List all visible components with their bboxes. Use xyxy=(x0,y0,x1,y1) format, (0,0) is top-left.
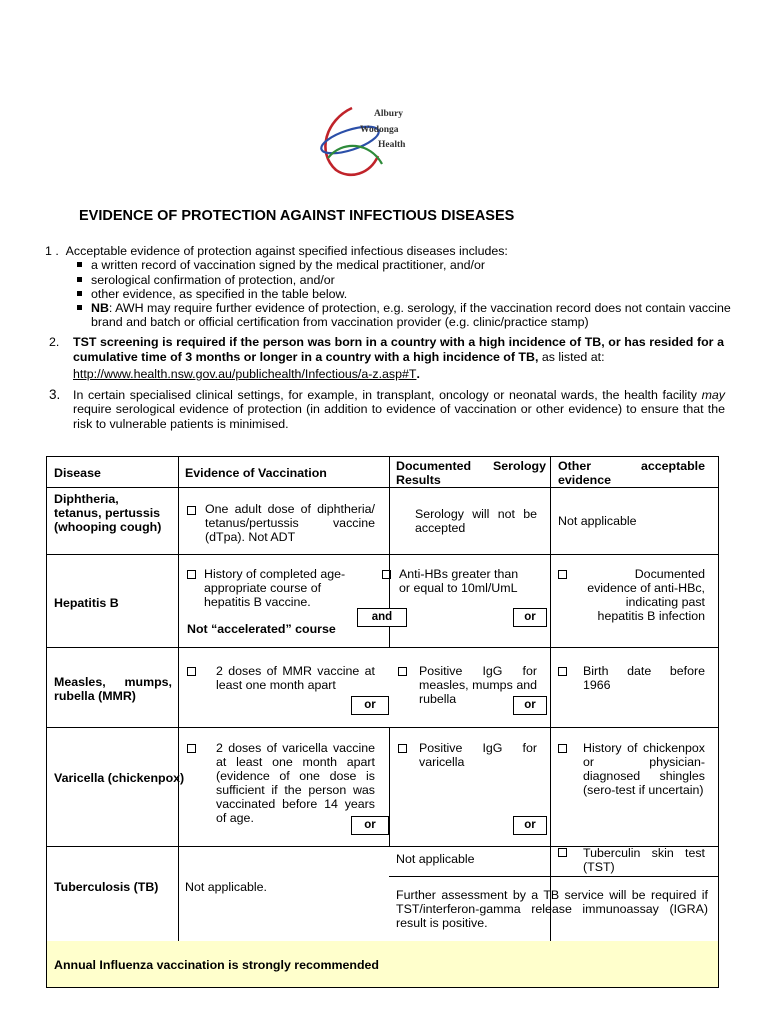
section-1-list xyxy=(45,258,735,329)
or-connector: or xyxy=(351,696,389,715)
other-tb: Tuberculin skin test (TST) xyxy=(583,846,705,874)
header-vaccination: Evidence of Vaccination xyxy=(185,466,327,480)
header-disease: Disease xyxy=(54,466,101,480)
and-connector: and xyxy=(357,608,407,627)
section-1-number: 1 . xyxy=(45,244,59,258)
disease-mmr: Measles, mumps, rubella (MMR) xyxy=(54,675,172,703)
vaccination-varicella: 2 doses of varicella vaccine at least one month apart (evidence of one dose is sufficient if the person was vaccinated before 14 years of age. xyxy=(216,741,375,825)
vaccination-hepb: History of completed age-appropriate course of hepatitis B vaccine. xyxy=(204,567,346,609)
vaccination-mmr: 2 doses of MMR vaccine at least one month apart xyxy=(216,664,375,692)
section-3-number: 3. xyxy=(49,387,61,402)
other-hepb: Documented evidence of anti-HBc, indicating past hepatitis B infection xyxy=(587,567,705,623)
other-mmr: Birth date before 1966 xyxy=(583,664,705,692)
logo-line-1: Albury xyxy=(374,109,404,119)
checkbox-icon xyxy=(187,506,196,515)
serology-mmr: Positive IgG for measles, mumps and rubella xyxy=(419,664,537,706)
other-varicella: History of chickenpox or physician-diagnosed shingles (sero-test if uncertain) xyxy=(583,741,705,797)
or-connector: or xyxy=(351,816,389,835)
serology-varicella: Positive IgG for varicella xyxy=(419,741,537,769)
serology-dtp: Serology will not be accepted xyxy=(415,507,537,535)
other-dtp: Not applicable xyxy=(558,514,637,528)
vaccination-hepb-note: Not “accelerated” course xyxy=(187,622,336,636)
protection-table xyxy=(46,456,719,988)
list-item-nb: NB: AWH may require further evidence of protection, e.g. serology, if the vaccination record does not contain vaccine brand and batch or official certification from vaccination provider (e.g. clinic/practice stamp) xyxy=(45,301,735,330)
header-serology: Documented Serology Results xyxy=(396,459,546,487)
checkbox-icon xyxy=(558,667,567,676)
tb-further-assessment: Further assessment by a TB service will be required if TST/interferon-gamma release immunoassay (IGRA) result is positive. xyxy=(396,888,708,930)
checkbox-icon xyxy=(398,744,407,753)
header-other: Other acceptable evidence xyxy=(558,459,705,487)
checkbox-icon xyxy=(187,667,196,676)
checkbox-icon xyxy=(558,848,567,857)
section-1-intro: Acceptable evidence of protection against specified infectious diseases includes: xyxy=(65,244,508,258)
checkbox-icon xyxy=(558,744,567,753)
influenza-footer xyxy=(47,941,718,987)
checkbox-icon xyxy=(187,744,196,753)
list-item: serological confirmation of protection, and/or xyxy=(45,273,735,287)
section-3: 3. In certain specialised clinical settings, for example, in transplant, oncology or neonatal wards, the health facility may require serological evidence of protection (in addition to evidence of vaccination or other evidence) to ensure that the risk to vulnerable patients is minimised. xyxy=(49,387,725,431)
or-connector: or xyxy=(513,608,547,627)
list-item: a written record of vaccination signed by the medical practitioner, and/or xyxy=(45,258,735,272)
page-title: EVIDENCE OF PROTECTION AGAINST INFECTIOUS DISEASES xyxy=(79,208,515,224)
bullet-icon xyxy=(77,262,82,267)
disease-dtp: Diphtheria, tetanus, pertussis (whooping cough) xyxy=(54,492,162,534)
bullet-icon xyxy=(77,291,82,296)
nsw-health-link[interactable]: http://www.health.nsw.gov.au/publichealth/Infectious/a-z.asp#T xyxy=(73,367,417,381)
section-2-number: 2. xyxy=(49,335,60,349)
or-connector: or xyxy=(513,816,547,835)
disease-hepb: Hepatitis B xyxy=(54,596,119,610)
section-2: 2. TST screening is required if the person was born in a country with a high incidence of TB, or has resided for a cumulative time of 3 months or longer in a country with a high incidence of TB, as listed at: http://www.health.nsw.gov.au/publichealth/Infectious/a-z.asp#T. xyxy=(49,335,724,381)
section-1 xyxy=(45,244,735,330)
disease-varicella: Varicella (chickenpox) xyxy=(54,771,185,785)
serology-tb: Not applicable xyxy=(396,852,475,866)
list-item: other evidence, as specified in the table below. xyxy=(45,287,735,301)
vaccination-tb: Not applicable. xyxy=(185,880,267,894)
bullet-icon xyxy=(77,277,82,282)
checkbox-icon xyxy=(187,570,196,579)
logo-line-2: Wodonga xyxy=(360,125,399,135)
checkbox-icon xyxy=(382,570,391,579)
vaccination-dtp: One adult dose of diphtheria/ tetanus/pertussis vaccine (dTpa). Not ADT xyxy=(205,502,375,544)
checkbox-icon xyxy=(558,570,567,579)
bullet-icon xyxy=(77,305,82,310)
logo-line-3: Health xyxy=(378,140,406,150)
tst-requirement: TST screening is required if the person was born in a country with a high incidence of TB, or has resided for a cumulative time of 3 months or longer in a country with a high incidence of TB, xyxy=(73,335,724,364)
disease-tb: Tuberculosis (TB) xyxy=(54,880,159,894)
influenza-note: Annual Influenza vaccination is strongly recommended xyxy=(54,958,379,972)
albury-wodonga-health-logo xyxy=(312,100,424,182)
checkbox-icon xyxy=(398,667,407,676)
or-connector: or xyxy=(513,696,547,715)
serology-hepb: Anti-HBs greater than or equal to 10ml/UmL xyxy=(399,567,519,595)
